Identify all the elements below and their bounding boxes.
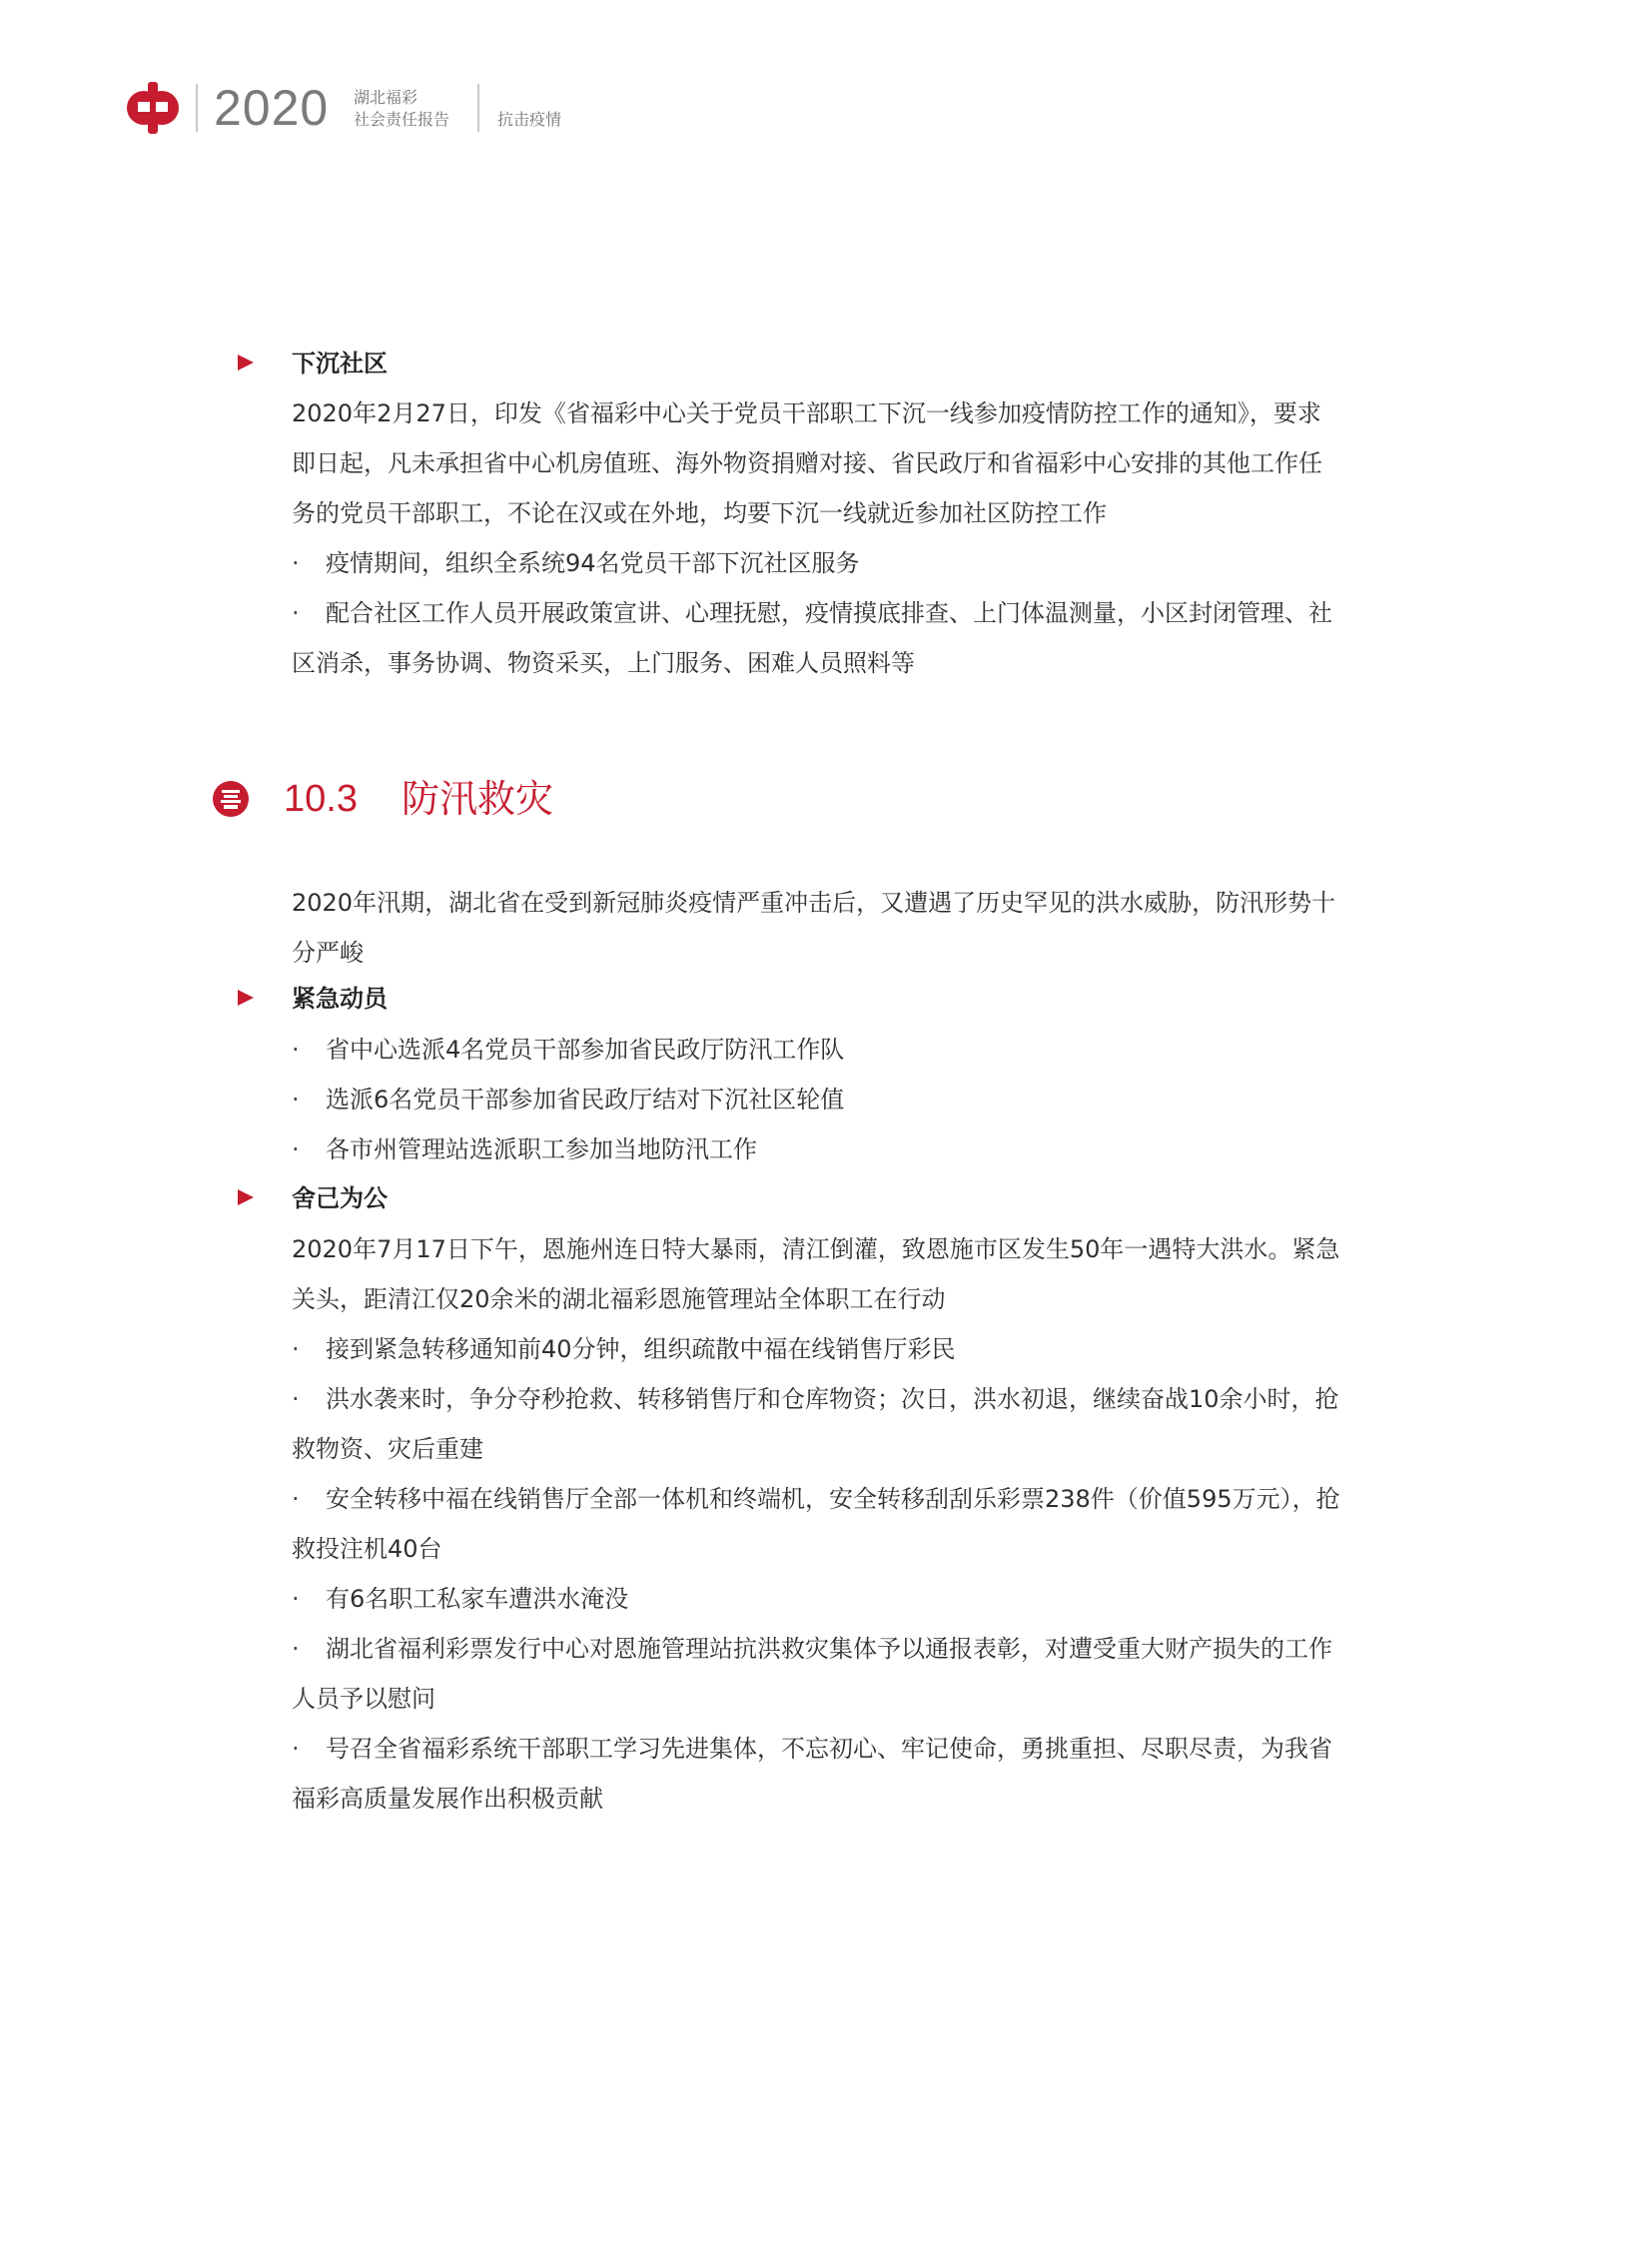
report-subtitle-line2: 社会责任报告: [354, 110, 450, 129]
triangle-marker-icon: [238, 990, 254, 1006]
bullet-text: 各市州管理站选派职工参加当地防汛工作: [326, 1135, 757, 1163]
subheading-jinji-dongyuan: [238, 984, 388, 1014]
bullet-continuation: 福彩高质量发展作出积极贡献: [292, 1785, 603, 1813]
subheading-sheji-weigong: [238, 1183, 388, 1213]
report-year: 2020: [214, 80, 330, 136]
bullet-dot: ·: [292, 1585, 300, 1613]
bullet-text: 号召全省福彩系统干部职工学习先进集体，不忘初心、牢记使命，勇挑重担、尽职尽责，为我省: [326, 1735, 1332, 1763]
paragraph-line: 务的党员干部职工，不论在汉或在外地，均要下沉一线就近参加社区防控工作: [292, 499, 1107, 527]
bullet-dot: ·: [292, 1485, 300, 1513]
bullet-item: [292, 1134, 1420, 1164]
section-badge-icon: [212, 780, 250, 818]
bullet-item: [292, 548, 1420, 578]
subheading-text: 紧急动员: [292, 985, 388, 1013]
section-name: 防汛救灾: [402, 777, 554, 821]
paragraph-line: 关头，距清江仅20余米的湖北福彩恩施管理站全体职工在行动: [292, 1285, 946, 1313]
paragraph-line: 2020年7月17日下午，恩施州连日特大暴雨，清江倒灌，致恩施市区发生50年一遇特大洪水。紧急: [292, 1235, 1340, 1263]
subheading-xiachen-shequ: [238, 349, 388, 378]
bullet-continuation: 救物资、灾后重建: [292, 1435, 483, 1463]
report-subtitle-line1: 湖北福彩: [354, 88, 418, 107]
bullet-item: [292, 1085, 1420, 1115]
subheading-text: 下沉社区: [292, 350, 388, 377]
section-number: 10.3: [284, 778, 358, 820]
bullet-text: 省中心选派4名党员干部参加省民政厅防汛工作队: [326, 1036, 845, 1064]
welfare-lottery-logo-icon: [124, 78, 182, 136]
bullet-continuation: 人员予以慰问: [292, 1685, 435, 1713]
bullet-text: 安全转移中福在线销售厅全部一体机和终端机，安全转移刮刮乐彩票238件（价值595万元），抢: [326, 1485, 1340, 1513]
bullet-text: 洪水袭来时，争分夺秒抢救、转移销售厅和仓库物资；次日，洪水初退，继续奋战10余小时，抢: [326, 1385, 1339, 1413]
header-divider: [477, 84, 479, 132]
bullet-item: [292, 1384, 1420, 1414]
bullet-item: [292, 1484, 1420, 1514]
bullet-dot: ·: [292, 1086, 300, 1114]
triangle-marker-icon: [238, 1189, 254, 1205]
chapter-tag: 抗击疫情: [497, 110, 562, 129]
subheading-text: 舍己为公: [292, 1184, 388, 1212]
bullet-dot: ·: [292, 1385, 300, 1413]
bullet-dot: ·: [292, 1135, 300, 1163]
header-divider: [196, 84, 198, 132]
bullet-dot: ·: [292, 1335, 300, 1363]
bullet-dot: ·: [292, 1735, 300, 1763]
bullet-text: 配合社区工作人员开展政策宣讲、心理抚慰，疫情摸底排查、上门体温测量，小区封闭管理、社: [326, 599, 1332, 627]
bullet-text: 湖北省福利彩票发行中心对恩施管理站抗洪救灾集体予以通报表彰，对遭受重大财产损失的工作: [326, 1635, 1332, 1663]
triangle-marker-icon: [238, 355, 254, 371]
bullet-continuation: 区消杀，事务协调、物资采买，上门服务、困难人员照料等: [292, 649, 915, 677]
bullet-text: 有6名职工私家车遭洪水淹没: [326, 1585, 629, 1613]
paragraph-line: 即日起，凡未承担省中心机房值班、海外物资捐赠对接、省民政厅和省福彩中心安排的其他工作任: [292, 449, 1322, 477]
paragraph-line: 2020年2月27日，印发《省福彩中心关于党员干部职工下沉一线参加疫情防控工作的通知》，要求: [292, 399, 1321, 427]
bullet-item: [292, 598, 1420, 628]
bullet-item: [292, 1035, 1420, 1065]
bullet-dot: ·: [292, 1635, 300, 1663]
paragraph-line: 2020年汛期，湖北省在受到新冠肺炎疫情严重冲击后，又遭遇了历史罕见的洪水威胁，防汛形势十: [292, 889, 1336, 917]
bullet-item: [292, 1584, 1420, 1614]
bullet-dot: ·: [292, 549, 300, 577]
bullet-text: 选派6名党员干部参加省民政厅结对下沉社区轮值: [326, 1086, 845, 1114]
bullet-item: [292, 1734, 1420, 1764]
page-header: [124, 78, 823, 138]
bullet-item: [292, 1334, 1420, 1364]
bullet-text: 接到紧急转移通知前40分钟，组织疏散中福在线销售厅彩民: [326, 1335, 956, 1363]
bullet-continuation: 救投注机40台: [292, 1535, 442, 1563]
bullet-text: 疫情期间，组织全系统94名党员干部下沉社区服务: [326, 549, 860, 577]
bullet-dot: ·: [292, 599, 300, 627]
paragraph-line: 分严峻: [292, 939, 364, 967]
bullet-dot: ·: [292, 1036, 300, 1064]
bullet-item: [292, 1634, 1420, 1664]
